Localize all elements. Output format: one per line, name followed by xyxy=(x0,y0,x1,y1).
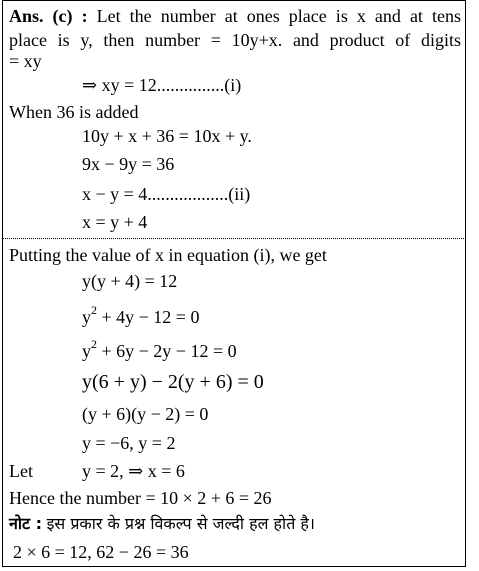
step-5: (y + 6)(y − 2) = 0 xyxy=(82,404,209,424)
note-label: नोट : xyxy=(9,514,43,533)
intro-text-1: Let the number at ones place is x and at tens xyxy=(96,6,461,26)
section-divider xyxy=(2,238,466,239)
equation-a: 10y + x + 36 = 10x + y. xyxy=(82,126,252,146)
let-equation: y = 2, ⇒ x = 6 xyxy=(82,461,185,481)
hence-line: Hence the number = 10 × 2 + 6 = 26 xyxy=(9,488,272,508)
intro-line-1 xyxy=(9,5,461,27)
equation-b: 9x − 9y = 36 xyxy=(82,154,175,174)
step-6: y = −6, y = 2 xyxy=(82,433,176,453)
let-word: Let xyxy=(9,461,33,481)
equation-c: x = y + 4 xyxy=(82,212,148,232)
answer-label: Ans. (c) : xyxy=(9,6,88,26)
when-added-line: When 36 is added xyxy=(9,102,139,122)
intro-line-2: place is y, then number = 10y+x. and product of digits xyxy=(9,30,461,50)
check-line: 2 × 6 = 12, 62 − 26 = 36 xyxy=(13,542,189,562)
equation-ii: x − y = 4..................(ii) xyxy=(82,184,251,204)
step-1: y(y + 4) = 12 xyxy=(82,271,178,291)
equation-i: ⇒ xy = 12...............(i) xyxy=(82,75,242,95)
note-text: इस प्रकार के प्रश्न विकल्प से जल्दी हल होते है। xyxy=(46,514,315,533)
intro-line-3: = xy xyxy=(9,51,42,71)
step-2: $y^2 + 4y - 12 = 0$ xyxy=(82,303,200,327)
step-4: y(6 + y) − 2(y + 6) = 0 xyxy=(82,371,264,393)
putting-line: Putting the value of x in equation (i), we get xyxy=(9,245,327,265)
note-line xyxy=(9,512,315,535)
step-3: $y^2 + 6y - 2y - 12 = 0$ xyxy=(82,337,237,361)
